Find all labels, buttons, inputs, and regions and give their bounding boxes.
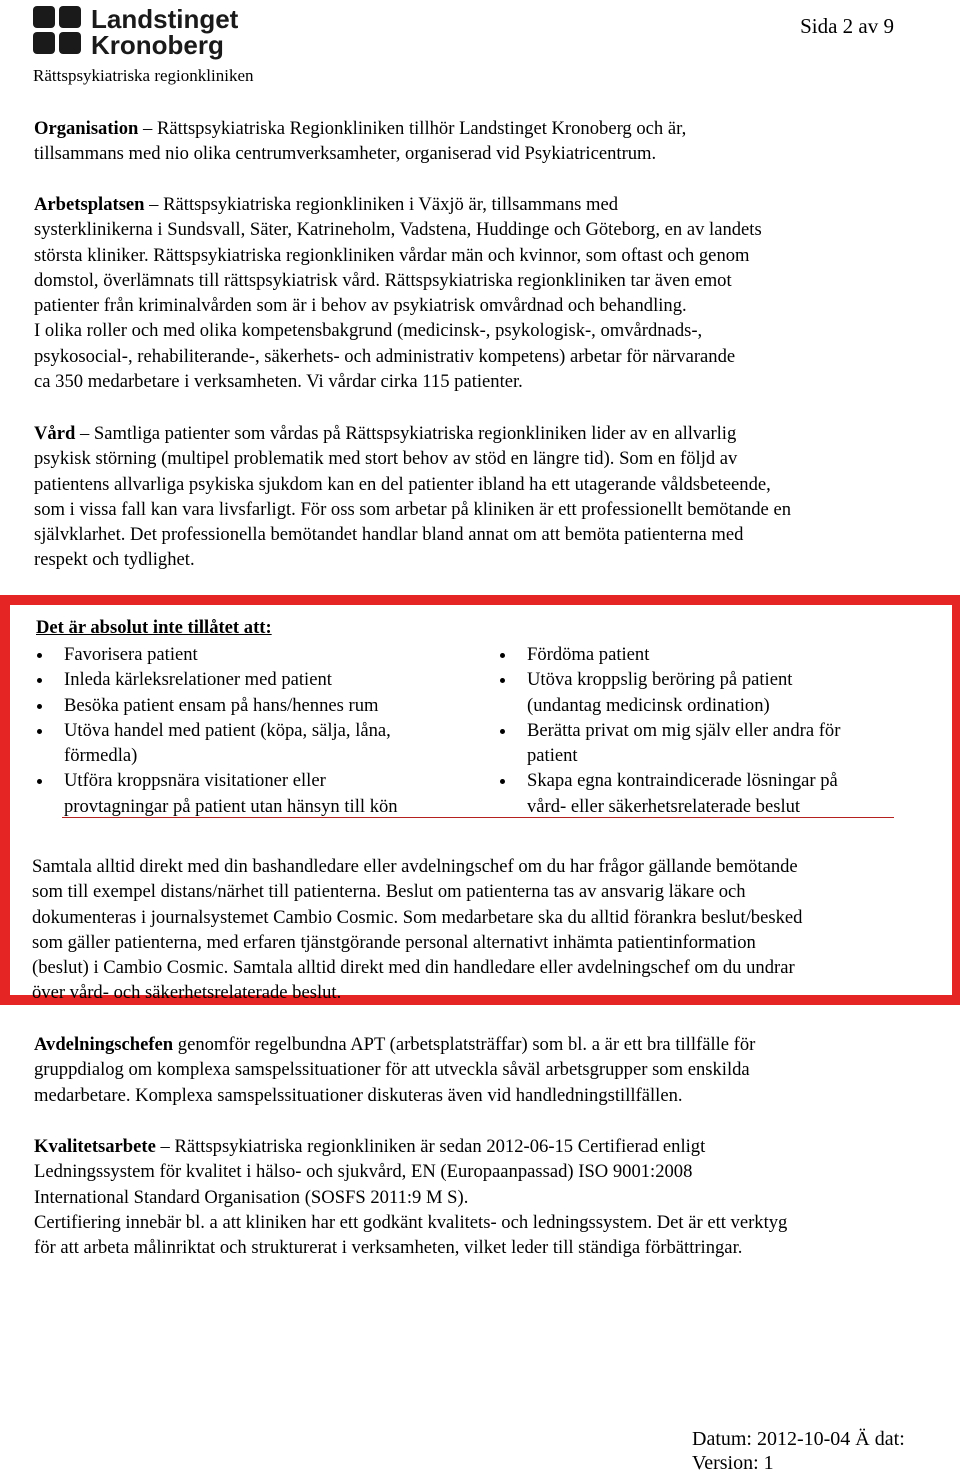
text-line: I olika roller och med olika kompetensbakgrund (medicinsk-, psykologisk-, omvårdnads-, xyxy=(34,320,703,342)
text-line: – Rättspsykiatriska regionkliniken är sedan 2012-06-15 Certifierad enligt xyxy=(155,1136,706,1157)
list-item: Besöka patient ensam på hans/hennes rum xyxy=(32,693,398,718)
footer-version: Version: 1 xyxy=(692,1452,774,1474)
logo-mark-icon xyxy=(33,4,273,60)
section-kvalitetsarbete xyxy=(34,1134,929,1260)
text-line: systerklinikerna i Sundsvall, Säter, Katrineholm, Vadstena, Huddinge och Göteborg, en av landets xyxy=(34,219,762,241)
text-line: tillsammans med nio olika centrumverksamheter, organiserad vid Psykiatricentrum. xyxy=(34,143,657,165)
text-line: (beslut) i Cambio Cosmic. Samtala alltid direkt med din handledare eller avdelningschef om du undrar xyxy=(32,957,795,979)
text-line: medarbetare. Komplexa samspelssituationer diskuteras även vid handledningstillfällen. xyxy=(34,1084,683,1106)
text-line: domstol, överlämnats till rättspsykiatrisk vård. Rättspsykiatriska regionkliniken tar även emot xyxy=(34,269,732,291)
text-line: International Standard Organisation (SOSFS 2011:9 M S). xyxy=(34,1186,469,1208)
section-heading: Organisation xyxy=(34,118,139,139)
forbidden-list-left xyxy=(32,642,398,819)
text-line: psykosocial-, rehabiliterande-, säkerhets- och administrativ kompetens) arbetar för närvarande xyxy=(34,345,736,367)
section-avdelningschefen xyxy=(34,1032,929,1108)
footer-date: Datum: 2012-10-04 Ä dat: xyxy=(692,1428,905,1450)
clinic-label: Rättspsykiatriska regionkliniken xyxy=(33,66,254,85)
text-line: över vård- och säkerhetsrelaterade beslut. xyxy=(32,982,342,1004)
list-item: Utöva handel med patient (köpa, sälja, låna, förmedla) xyxy=(32,718,398,769)
text-line: genomför regelbundna APT (arbetsplatsträffar) som bl. a är ett bra tillfälle för xyxy=(173,1034,756,1055)
list-item: Fördöma patient xyxy=(495,642,840,667)
section-arbetsplatsen xyxy=(34,192,929,394)
text-line: psykisk störning (multipel problematik med stort behov av stöd en längre tid). Som en följd av xyxy=(34,448,738,470)
text-line: Certifiering innebär bl. a att kliniken har ett godkänt kvalitets- och ledningssystem. Det är ett verktyg xyxy=(34,1211,788,1233)
list-item: Inleda kärleksrelationer med patient xyxy=(32,667,398,692)
text-line: Samtala alltid direkt med din bashandledare eller avdelningschef om du har frågor gällande bemötande xyxy=(32,856,798,877)
section-heading: Kvalitetsarbete xyxy=(34,1136,156,1157)
text-line: dokumenteras i journalsystemet Cambio Cosmic. Som medarbetare ska du alltid förankra beslut/besked xyxy=(32,906,803,928)
text-line: största kliniker. Rättspsykiatriska regionkliniken vårdar män och kvinnor, som oftast och genom xyxy=(34,244,750,266)
text-line: självklarhet. Det professionella bemötandet handlar bland annat om att bemöta patienterna med xyxy=(34,524,744,546)
list-item: Favorisera patient xyxy=(32,642,398,667)
text-line: patienter från kriminalvården som är i behov av psykiatrisk omvårdnad och behandling. xyxy=(34,295,687,317)
text-line: ca 350 medarbetare i verksamheten. Vi vårdar cirka 115 patienter. xyxy=(34,371,523,393)
text-line: respekt och tydlighet. xyxy=(34,549,195,571)
svg-text:Landstinget: Landstinget xyxy=(91,4,239,34)
rules-box-text xyxy=(32,854,802,1006)
section-heading: Vård xyxy=(34,423,76,444)
text-line: – Samtliga patienter som vårdas på Rättspsykiatriska regionkliniken lider av en allvarlig xyxy=(75,423,737,444)
rules-box xyxy=(0,595,960,1005)
section-organisation xyxy=(34,116,929,167)
list-item: Utföra kroppsnära visitationer eller provtagningar på patient utan hänsyn till kön xyxy=(32,768,398,819)
forbidden-list-right xyxy=(495,642,840,819)
rules-heading: Det är absolut inte tillåtet att: xyxy=(36,617,272,638)
divider xyxy=(62,817,894,818)
list-item: Utöva kroppslig beröring på patient (undantag medicinsk ordination) xyxy=(495,667,840,718)
list-item: Skapa egna kontraindicerade lösningar på vård- eller säkerhetsrelaterade beslut xyxy=(495,768,840,819)
landstinget-kronoberg-logo xyxy=(33,4,273,60)
text-line: som till exempel distans/närhet till patienterna. Beslut om patienterna tas av ansvarig läkare och xyxy=(32,881,746,903)
text-line: – Rättspsykiatriska Regionkliniken tillhör Landstinget Kronoberg och är, xyxy=(138,118,687,139)
text-line: – Rättspsykiatriska regionkliniken i Växjö är, tillsammans med xyxy=(144,194,619,215)
page-number: Sida 2 av 9 xyxy=(800,14,894,38)
text-line: som gäller patienterna, med erfaren tjänstgörande personal alternativt inhämta patientinformation xyxy=(32,931,756,953)
list-item: Berätta privat om mig själv eller andra för patient xyxy=(495,718,840,769)
text-line: Ledningssystem för kvalitet i hälso- och sjukvård, EN (Europaanpassad) ISO 9001:2008 xyxy=(34,1161,693,1183)
section-heading: Avdelningschefen xyxy=(34,1034,174,1055)
text-line: gruppdialog om komplexa samspelssituationer för att utveckla såväl arbetsgrupper som enskilda xyxy=(34,1059,750,1081)
text-line: för att arbeta målinriktat och strukturerat i verksamheten, vilket leder till ständiga förbättringar. xyxy=(34,1237,743,1259)
section-heading: Arbetsplatsen xyxy=(34,194,145,215)
text-line: som i vissa fall kan vara livsfarligt. För oss som arbetar på kliniken är ett professionellt bemötande en xyxy=(34,498,791,520)
svg-text:Kronoberg: Kronoberg xyxy=(91,30,224,60)
text-line: patientens allvarliga psykiska sjukdom kan en del patienter ibland ha ett utagerande våldsbeteende, xyxy=(34,473,771,495)
section-vard xyxy=(34,421,929,573)
